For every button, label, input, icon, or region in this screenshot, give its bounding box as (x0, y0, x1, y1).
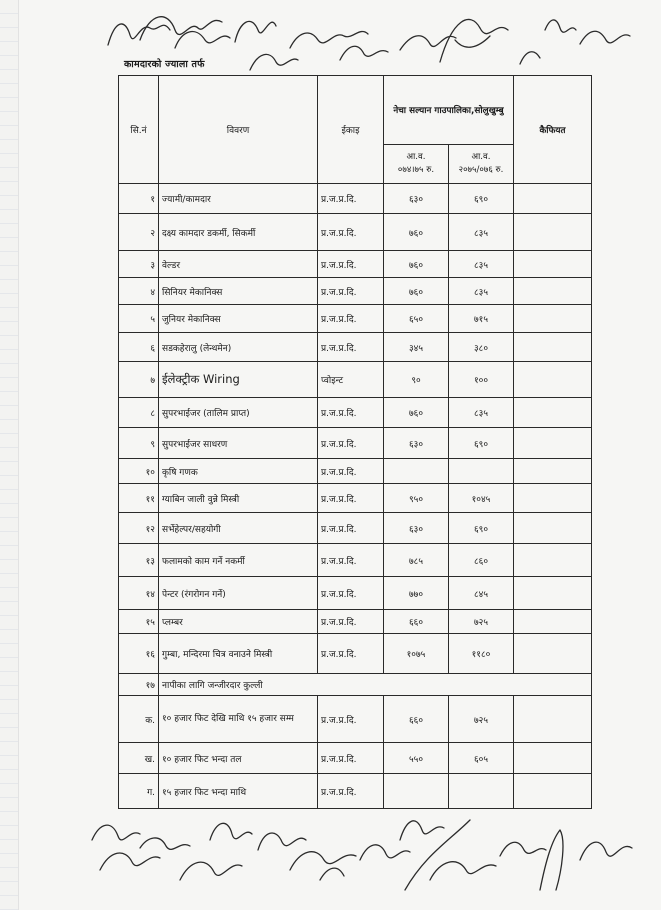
signature (92, 825, 140, 840)
row-remarks (514, 696, 592, 743)
signature (175, 32, 230, 48)
signature (400, 36, 456, 50)
row-unit: प्र.ज.प्र.दि. (318, 774, 384, 809)
row-rate-2074-75 (384, 774, 449, 809)
signature (340, 46, 388, 60)
row-description: ग्याबिन जाली वुन्ने मिस्त्री (159, 484, 318, 513)
table-row (119, 674, 592, 696)
row-sn: ग. (119, 774, 159, 809)
signature (455, 36, 490, 47)
row-rate-2074-75 (384, 459, 449, 484)
row-unit: प्र.ज.प्र.दि. (318, 278, 384, 305)
row-rate-2075-76: ११८० (449, 634, 514, 674)
row-sn: १७ (119, 674, 159, 696)
row-rate-2074-75: ५५० (384, 743, 449, 774)
signature (580, 31, 630, 44)
row-description: सडकहेरालु (लेन्थमेन) (159, 333, 318, 362)
header-remarks: कैफियत (514, 76, 592, 184)
row-rate-2075-76: ७२५ (449, 696, 514, 743)
row-sn: १५ (119, 610, 159, 634)
header-year-2-label: आ.व. (471, 152, 491, 162)
table-row (119, 305, 592, 333)
table-row (119, 278, 592, 305)
header-year-1-label: आ.व. (406, 152, 426, 162)
row-unit: प्र.ज.प्र.दि. (318, 251, 384, 278)
wage-rate-table (118, 75, 592, 809)
row-description: फलामको काम गर्ने नकर्मी (159, 544, 318, 577)
row-rate-2074-75: ७६० (384, 251, 449, 278)
header-year-1-value: ०७४।७५ रु. (397, 165, 435, 175)
row-rate-2075-76: ८३५ (449, 398, 514, 428)
section-label: कामदारको ज्याला तर्फ (124, 59, 205, 70)
row-rate-2075-76: ८३५ (449, 278, 514, 305)
header-unit: ईकाइ (318, 76, 384, 184)
row-rate-2075-76: ८३५ (449, 214, 514, 251)
signature (320, 868, 344, 880)
signatures-bottom (0, 800, 661, 910)
table-row (119, 634, 592, 674)
header-description: विवरण (159, 76, 318, 184)
row-description: १० हजार फिट देखि माथि १५ हजार सम्म (159, 696, 318, 743)
row-description: नापीका लागि जन्जीरदार कुल्ली (159, 674, 592, 696)
row-description: सिनियर मेकानिक्स (159, 278, 318, 305)
row-sn: ११ (119, 484, 159, 513)
row-unit: प्र.ज.प्र.दि. (318, 577, 384, 610)
signatures-top (0, 0, 661, 80)
row-sn: ७ (119, 362, 159, 398)
row-remarks (514, 214, 592, 251)
row-rate-2075-76: ६९० (449, 428, 514, 459)
header-sn: सि.नं (119, 76, 159, 184)
header-year-2-value: २०७५/०७६ रु. (458, 165, 504, 175)
row-rate-2075-76: ८६० (449, 544, 514, 577)
header-year-1 (384, 145, 449, 184)
row-remarks (514, 634, 592, 674)
row-remarks (514, 577, 592, 610)
row-unit: प्र.ज.प्र.दि. (318, 428, 384, 459)
row-rate-2075-76: ६०५ (449, 743, 514, 774)
row-description: सुपरभाईजर (तालिम प्राप्त) (159, 398, 318, 428)
row-rate-2074-75: ६६० (384, 696, 449, 743)
row-description: सुपरभाईजर साधरण (159, 428, 318, 459)
row-rate-2074-75: ९५० (384, 484, 449, 513)
row-rate-2074-75: ३४५ (384, 333, 449, 362)
table-row (119, 459, 592, 484)
signature (140, 17, 222, 40)
row-sn: १४ (119, 577, 159, 610)
signature (360, 845, 410, 860)
row-rate-2074-75: ७६० (384, 398, 449, 428)
row-sn: २ (119, 214, 159, 251)
row-rate-2074-75: ७६० (384, 278, 449, 305)
row-remarks (514, 513, 592, 544)
row-rate-2074-75: ६३० (384, 428, 449, 459)
row-rate-2074-75: ७७० (384, 577, 449, 610)
row-remarks (514, 484, 592, 513)
row-sn: १२ (119, 513, 159, 544)
row-sn: ख. (119, 743, 159, 774)
row-description: ईलेक्ट्रीक Wiring (159, 362, 318, 398)
signature (540, 830, 563, 890)
table-row (119, 333, 592, 362)
row-rate-2075-76 (449, 774, 514, 809)
row-rate-2075-76: ८३५ (449, 251, 514, 278)
row-rate-2074-75: ६६० (384, 610, 449, 634)
row-description: ज्यामी/कामदार (159, 184, 318, 214)
signature (108, 24, 170, 45)
row-rate-2074-75: ९० (384, 362, 449, 398)
row-rate-2074-75: ७६० (384, 214, 449, 251)
row-description: १५ हजार फिट भन्दा माथि (159, 774, 318, 809)
table-row (119, 251, 592, 278)
signature (430, 862, 496, 880)
row-sn: ६ (119, 333, 159, 362)
signature (290, 852, 356, 870)
signature (440, 19, 508, 62)
signature (250, 54, 298, 70)
row-sn: १३ (119, 544, 159, 577)
table-row (119, 214, 592, 251)
row-rate-2074-75: ६५० (384, 305, 449, 333)
row-sn: क. (119, 696, 159, 743)
row-unit: प्वोइन्ट (318, 362, 384, 398)
row-description: सर्भेहेल्पर/सहयोगी (159, 513, 318, 544)
row-description: वेल्डर (159, 251, 318, 278)
table-row (119, 743, 592, 774)
row-unit: प्र.ज.प्र.दि. (318, 696, 384, 743)
row-unit: प्र.ज.प्र.दि. (318, 459, 384, 484)
row-rate-2075-76: ६९० (449, 513, 514, 544)
row-unit: प्र.ज.प्र.दि. (318, 484, 384, 513)
header-municipality: नेचा सल्यान गाउपालिका,सोलुखुम्बु (384, 76, 514, 145)
signature (400, 821, 444, 840)
signature (500, 842, 546, 856)
row-unit: प्र.ज.प्र.दि. (318, 634, 384, 674)
row-description: पेन्टर (रंगरोगन गर्ने) (159, 577, 318, 610)
signature (100, 853, 160, 870)
row-rate-2074-75: ६३० (384, 184, 449, 214)
table-row (119, 398, 592, 428)
row-sn: ४ (119, 278, 159, 305)
table-row (119, 774, 592, 809)
signature (580, 842, 632, 860)
row-sn: ९ (119, 428, 159, 459)
table-row (119, 428, 592, 459)
row-description: गुम्बा, मन्दिरमा चित्र वनाउने मिस्त्री (159, 634, 318, 674)
row-remarks (514, 774, 592, 809)
row-rate-2075-76: ७१५ (449, 305, 514, 333)
signature (258, 833, 306, 850)
table-row (119, 610, 592, 634)
row-sn: ३ (119, 251, 159, 278)
row-unit: प्र.ज.प्र.दि. (318, 214, 384, 251)
table-row (119, 484, 592, 513)
row-description: जुनियर मेकानिक्स (159, 305, 318, 333)
row-remarks (514, 305, 592, 333)
table-row (119, 184, 592, 214)
row-unit: प्र.ज.प्र.दि. (318, 333, 384, 362)
row-remarks (514, 459, 592, 484)
row-unit: प्र.ज.प्र.दि. (318, 544, 384, 577)
row-rate-2075-76: ६९० (449, 184, 514, 214)
signature (235, 21, 276, 42)
row-remarks (514, 362, 592, 398)
row-description: १० हजार फिट भन्दा तल (159, 743, 318, 774)
row-rate-2075-76: १०० (449, 362, 514, 398)
table-row (119, 577, 592, 610)
row-sn: ५ (119, 305, 159, 333)
row-unit: प्र.ज.प्र.दि. (318, 610, 384, 634)
row-unit: प्र.ज.प्र.दि. (318, 743, 384, 774)
row-rate-2075-76: ८४५ (449, 577, 514, 610)
row-remarks (514, 743, 592, 774)
row-rate-2074-75: ६३० (384, 513, 449, 544)
row-unit: प्र.ज.प्र.दि. (318, 184, 384, 214)
ruled-paper-edge (0, 0, 19, 910)
signature (140, 838, 190, 849)
signature (520, 52, 540, 64)
row-remarks (514, 278, 592, 305)
row-remarks (514, 251, 592, 278)
row-remarks (514, 544, 592, 577)
row-description: दक्ष्य कामदार डकर्मी, सिकर्मी (159, 214, 318, 251)
row-rate-2074-75: १०७५ (384, 634, 449, 674)
row-rate-2075-76: ७२५ (449, 610, 514, 634)
row-rate-2075-76 (449, 459, 514, 484)
row-rate-2075-76: ३८० (449, 333, 514, 362)
row-remarks (514, 610, 592, 634)
signature (180, 862, 242, 880)
row-description: कृषि गणक (159, 459, 318, 484)
row-sn: १६ (119, 634, 159, 674)
row-rate-2075-76: १०४५ (449, 484, 514, 513)
row-remarks (514, 398, 592, 428)
row-remarks (514, 428, 592, 459)
table-row (119, 513, 592, 544)
row-remarks (514, 333, 592, 362)
signature (290, 31, 368, 48)
row-unit: प्र.ज.प्र.दि. (318, 305, 384, 333)
row-remarks (514, 184, 592, 214)
table-row (119, 696, 592, 743)
row-description: प्लम्बर (159, 610, 318, 634)
signature (210, 823, 252, 840)
row-sn: १० (119, 459, 159, 484)
header-year-2 (449, 145, 514, 184)
row-sn: १ (119, 184, 159, 214)
table-row (119, 362, 592, 398)
signature (545, 20, 576, 32)
signature (405, 820, 470, 890)
row-unit: प्र.ज.प्र.दि. (318, 513, 384, 544)
table-row (119, 544, 592, 577)
row-unit: प्र.ज.प्र.दि. (318, 398, 384, 428)
row-rate-2074-75: ७८५ (384, 544, 449, 577)
row-sn: ८ (119, 398, 159, 428)
